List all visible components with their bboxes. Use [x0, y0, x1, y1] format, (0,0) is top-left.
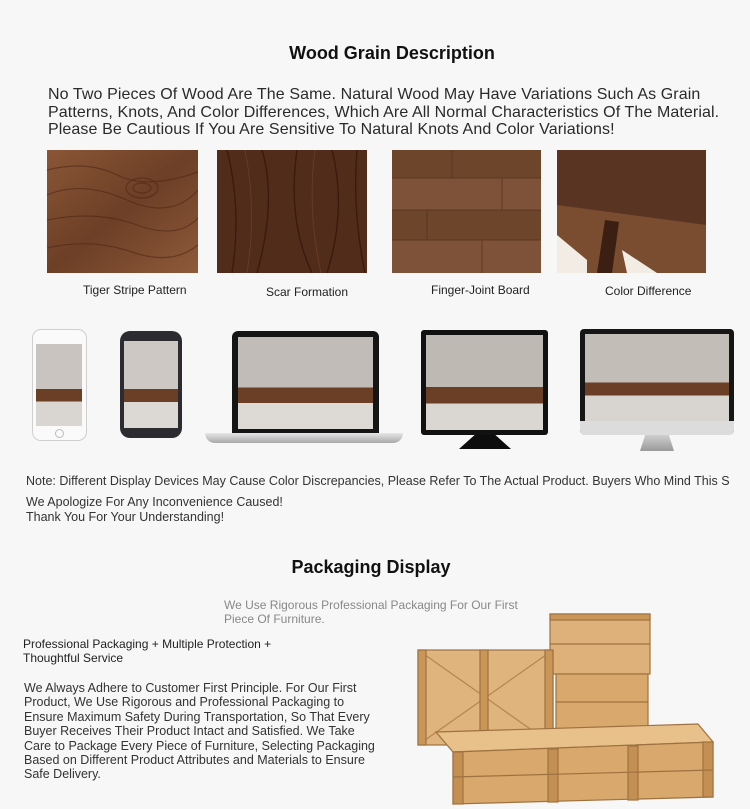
scar-formation-swatch	[217, 150, 367, 273]
laptop-icon	[232, 331, 379, 434]
monitor-icon	[421, 330, 548, 435]
wooden-crates-image	[408, 612, 728, 807]
dark-phone-icon	[120, 331, 182, 438]
tiger-stripe-swatch	[47, 150, 198, 273]
swatch-caption-color-diff: Color Difference	[605, 284, 692, 298]
imac-stand	[640, 435, 674, 451]
swatch-caption-scar: Scar Formation	[266, 285, 349, 299]
color-difference-swatch	[557, 150, 706, 273]
imac-chin	[580, 421, 734, 435]
packaging-heading: Professional Packaging + Multiple Protection + Thoughtful Service	[23, 637, 272, 665]
packaging-title: Packaging Display	[291, 557, 451, 577]
swatch-caption-tiger: Tiger Stripe Pattern	[83, 283, 187, 297]
wood-disclaimer: No Two Pieces Of Wood Are The Same. Natural Wood May Have Variations Such As Grain Patterns, Knots, And Color Differences, Which Are All Normal Characteristics Of The Material. Please Be Cautious If You Are Sensitive To Natural Knots And Color Variations!	[48, 86, 720, 138]
finger-joint-swatch	[392, 150, 541, 273]
packaging-subtitle: We Use Rigorous Professional Packaging For Our First Piece Of Furniture.	[224, 598, 518, 626]
apology-line-2: Thank You For Your Understanding!	[26, 509, 225, 524]
swatch-caption-finger-joint: Finger-Joint Board	[431, 283, 530, 297]
wood-grain-title: Wood Grain Description	[289, 43, 495, 63]
packaging-body: We Always Adhere to Customer First Principle. For Our First Product, We Use Rigorous and Professional Packaging to Ensure Maximum Safety During Transportation, So That Every Buyer Receives Their Product Intact and Satisfied. We Take Care to Package Every Piece of Furniture, Selecting Packaging Based on Different Product Attributes and Materials to Ensure Safe Delivery.	[24, 681, 375, 782]
imac-icon	[580, 329, 734, 432]
laptop-base	[205, 433, 403, 443]
white-phone-icon	[32, 329, 87, 441]
apology-line-1: We Apologize For Any Inconvenience Caused!	[26, 495, 283, 509]
monitor-stand	[459, 435, 511, 449]
display-note: Note: Different Display Devices May Cause Color Discrepancies, Please Refer To The Actual Product. Buyers Who Mind This S	[26, 474, 730, 488]
apology-text	[26, 495, 283, 524]
